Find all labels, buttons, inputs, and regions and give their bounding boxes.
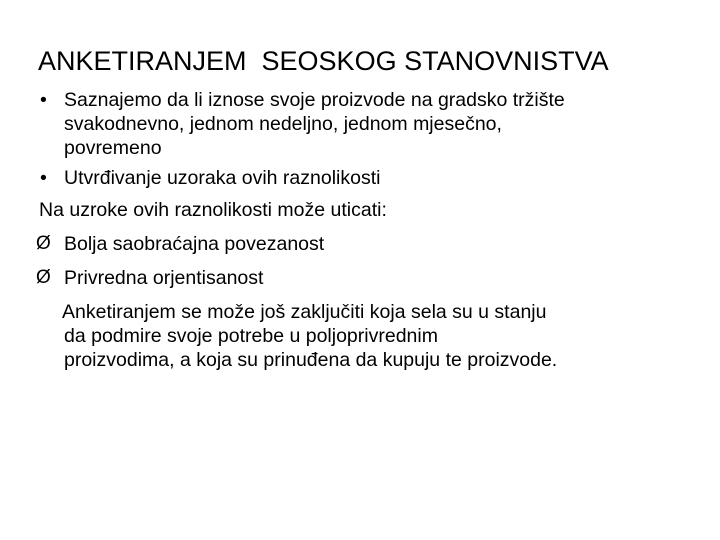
bullet-text: [64, 88, 696, 160]
arrow-bullet-icon: Ø: [36, 233, 51, 254]
bullet-line: Utvrđivanje uzoraka ovih raznolikosti: [64, 167, 381, 189]
bullet-line: svakodnevno, jednom nedeljno, jednom mjesečno,: [64, 113, 502, 135]
bullet-text: [64, 166, 696, 190]
subheading: Na uzroke ovih raznolikosti može uticati:: [39, 199, 387, 221]
slide-body: [36, 88, 696, 372]
bullet-icon: •: [40, 167, 47, 189]
arrow-bullet-icon: Ø: [36, 267, 51, 288]
conclusion-line: Anketiranjem se može još zaključiti koja sela su u stanju: [62, 301, 547, 323]
bullet-line: Saznajemo da li iznose svoje proizvode na gradsko tržište: [64, 89, 565, 111]
bullet-item: [36, 88, 696, 160]
arrow-item-text: Bolja saobraćajna povezanost: [64, 233, 325, 255]
conclusion-line: da podmire svoje potrebe u poljoprivrednim: [64, 325, 438, 347]
conclusion-line: proizvodima, a koja su prinuđena da kupuju te proizvode.: [64, 349, 558, 371]
slide-title: ANKETIRANJEM SEOSKOG STANOVNISTVA: [38, 46, 609, 76]
bullet-line: povremeno: [64, 137, 162, 159]
bullet-item: [36, 166, 696, 190]
arrow-list-item: [36, 232, 696, 256]
bullet-icon: •: [40, 89, 47, 111]
arrow-list-item: [36, 266, 696, 290]
conclusion-paragraph: [36, 300, 696, 372]
arrow-item-text: Privredna orjentisanost: [64, 267, 264, 289]
